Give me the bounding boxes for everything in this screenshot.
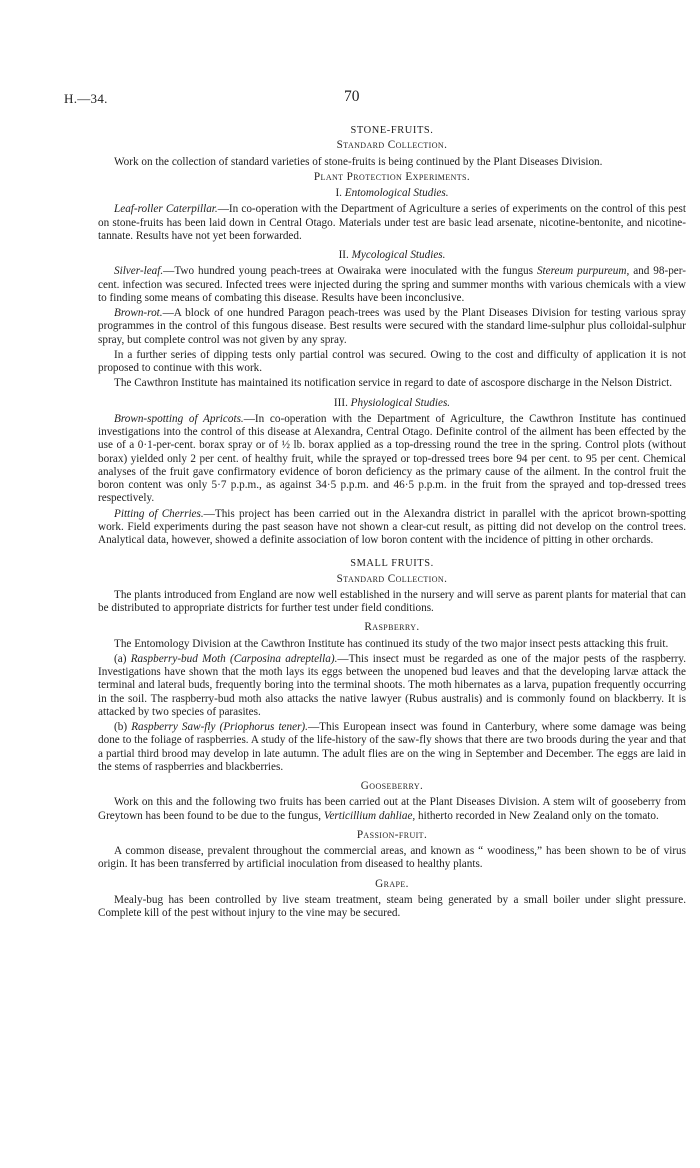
- paragraph-stone-standard: Work on the collection of standard varieties of stone-fruits is being continued by the Plant Diseases Division.: [114, 155, 603, 168]
- paragraph-raspberry-moth: [98, 653, 686, 719]
- item-label: (b): [114, 721, 132, 733]
- paragraph-text: —This project has been carried out in the Alexandra district in parallel with the apricot brown-spotting work. Field experiments during the past season have not shown a clear-cut result, as pitting did not develop on the control trees. Analytical data, however, showed a definite association of low boron content with the incidence of pitting in other orchards.: [98, 507, 687, 546]
- roman-numeral: III.: [333, 396, 348, 409]
- run-in-title: Silver-leaf.: [114, 265, 164, 278]
- paragraph-text: —In co-operation with the Department of Agriculture, the Cawthron Institute has continued investigations into the control of this disease at Alexandra, Central Otago. Definite control of the ailment has been effected by the use of a 0·1-per-cent. borax spray or of ½ lb. borax applied as a top-dressing round the tree in the spring. Control plots (without borax) yielded only 2 per cent. of healthy fruit, while the sprayed or top-dressed trees bore 94 per cent. to 95 per cent. Chemical analyses of the fruit gave confirmatory evidence of boron deficiency as the primary cause of the ailment. In the control fruit the boron content was only 5·7 p.p.m., as against 34·5 p.p.m. and 46·5 p.p.m. in the fruit from the sprayed and top-dressed trees respectively.: [98, 412, 686, 505]
- paragraph-text: —In co-operation with the Department of Agriculture a series of experiments on the control of this pest on stone-fruits has been laid down in Central Otago. Materials under test are basic lead arsenate, nicotine-bentonite, and nicotine-tannate. Results have not yet been forwarded.: [98, 203, 687, 242]
- subheading-physiological: [98, 397, 686, 410]
- paragraph-text: and 98-per-cent. infection was secured. Infected trees were injected during the spring and summer months with various chemicals with a view to finding some means of combating this disease. Results have been inconclusive.: [98, 265, 686, 304]
- subheading-title: Mycological Studies.: [351, 249, 446, 261]
- subheading-plant-protection: Plant Protection Experiments.: [313, 170, 471, 183]
- paragraph-grape: Mealy-bug has been controlled by live steam treatment, steam being generated by a small boiler under slight pressure. Complete kill of the pest without injury to the vine may be secured.: [98, 893, 686, 919]
- run-in-title: Leaf-roller Caterpillar.: [114, 203, 218, 216]
- species-name: Stereum purpureum,: [536, 265, 630, 278]
- run-in-title: Raspberry-bud Moth (Carposina adreptella).: [130, 652, 338, 665]
- subheading-passion-fruit: Passion-fruit.: [356, 828, 428, 841]
- section-heading-small-fruits: SMALL FRUITS.: [350, 558, 434, 570]
- subheading-title: Entomological Studies.: [344, 187, 449, 199]
- page-number: 70: [344, 88, 360, 105]
- page-header: [64, 88, 678, 108]
- item-label: (a): [114, 652, 131, 665]
- paragraph-text: Work on this and the following two fruits has been carried out at the Plant Diseases Division. A stem wilt of gooseberry from Greytown has been found to be due to the fungus,: [98, 796, 686, 822]
- paragraph-raspberry-sawfly: [98, 721, 686, 774]
- paragraph-passion-fruit: A common disease, prevalent throughout the commercial areas, and known as “ woodiness,” has been shown to be of virus origin. It has been transferred by artificial inoculation from diseased to healthy plants.: [98, 845, 686, 871]
- paragraph-text: —This insect must be regarded as one of the major pests of the raspberry. Investigations have shown that the moth lays its eggs between the unopened bud leaves and that the developing larvæ attack the terminal and lateral buds, frequently boring into the terminal shoots. The moth hibernates as a larva, pupation frequently occurring in the soil. The raspberry-bud moth also attacks the native lawyer (Rubus australis) and is commonly found on blackberry. It is attacked by two species of parasites.: [98, 652, 687, 718]
- paragraph-cawthron: The Cawthron Institute has maintained its notification service in regard to date of ascospore discharge in the Nelson District.: [114, 377, 673, 390]
- subheading-standard-collection: Standard Collection.: [336, 139, 448, 152]
- paragraph-apricots: [98, 413, 686, 506]
- paragraph-small-standard: The plants introduced from England are now well established in the nursery and will serve as parent plants for material that can be distributed to appropriate districts for further test under field conditions.: [98, 588, 686, 614]
- roman-numeral: II.: [338, 249, 349, 261]
- paragraph-gooseberry: [98, 796, 686, 823]
- page-content: [98, 124, 686, 922]
- paragraph-dipping: In a further series of dipping tests only partial control was secured. Owing to the cost and difficulty of application it is not proposed to continue with this work.: [98, 348, 686, 374]
- run-in-title: Brown-rot.: [114, 307, 163, 319]
- paragraph-cherries: [98, 508, 686, 548]
- paragraph-silver-leaf: [98, 265, 686, 305]
- subheading-raspberry: Raspberry.: [364, 621, 420, 634]
- page-reference: H.—34.: [64, 91, 108, 106]
- run-in-title: Pitting of Cherries.: [114, 507, 204, 520]
- subheading-standard-collection: Standard Collection.: [336, 572, 448, 585]
- run-in-title: Brown-spotting of Apricots.: [114, 412, 244, 425]
- roman-numeral: I.: [335, 187, 342, 199]
- paragraph-text: hitherto recorded in New Zealand only on the tomato.: [415, 809, 659, 822]
- subheading-grape: Grape.: [375, 877, 409, 890]
- subheading-gooseberry: Gooseberry.: [360, 780, 424, 792]
- run-in-title: Raspberry Saw-fly (Priophorus tener).: [131, 721, 308, 733]
- paragraph-text: —A block of one hundred Paragon peach-trees was used by the Plant Diseases Division for testing various spray programmes in the control of this fungous disease. Best results were secured with the standard lime-sulphur plus colloidal-sulphur spray, but complete control was not given by any spray.: [98, 307, 686, 346]
- paragraph-leaf-roller: [98, 203, 686, 243]
- paragraph-text: —Two hundred young peach-trees at Owairaka were inoculated with the fungus: [163, 265, 537, 278]
- paragraph-text: —This European insect was found in Canterbury, where some damage was being done to the foliage of raspberries. A study of the life-history of the saw-fly shows that there are two broods during the year and that a partial third brood may develop in late autumn. The adult flies are on the wing in September and December. The eggs are laid in the stems of raspberries and blackberries.: [98, 721, 687, 773]
- species-name: Verticillium dahliae,: [323, 809, 416, 822]
- subheading-title: Physiological Studies.: [350, 396, 451, 409]
- subheading-mycological: [98, 249, 686, 262]
- paragraph-raspberry-intro: The Entomology Division at the Cawthron Institute has continued its study of the two major insect pests attacking this fruit.: [114, 637, 669, 650]
- section-heading-stone-fruits: STONE-FRUITS.: [350, 125, 434, 136]
- paragraph-brown-rot: [98, 307, 686, 347]
- subheading-entomological: [98, 187, 686, 200]
